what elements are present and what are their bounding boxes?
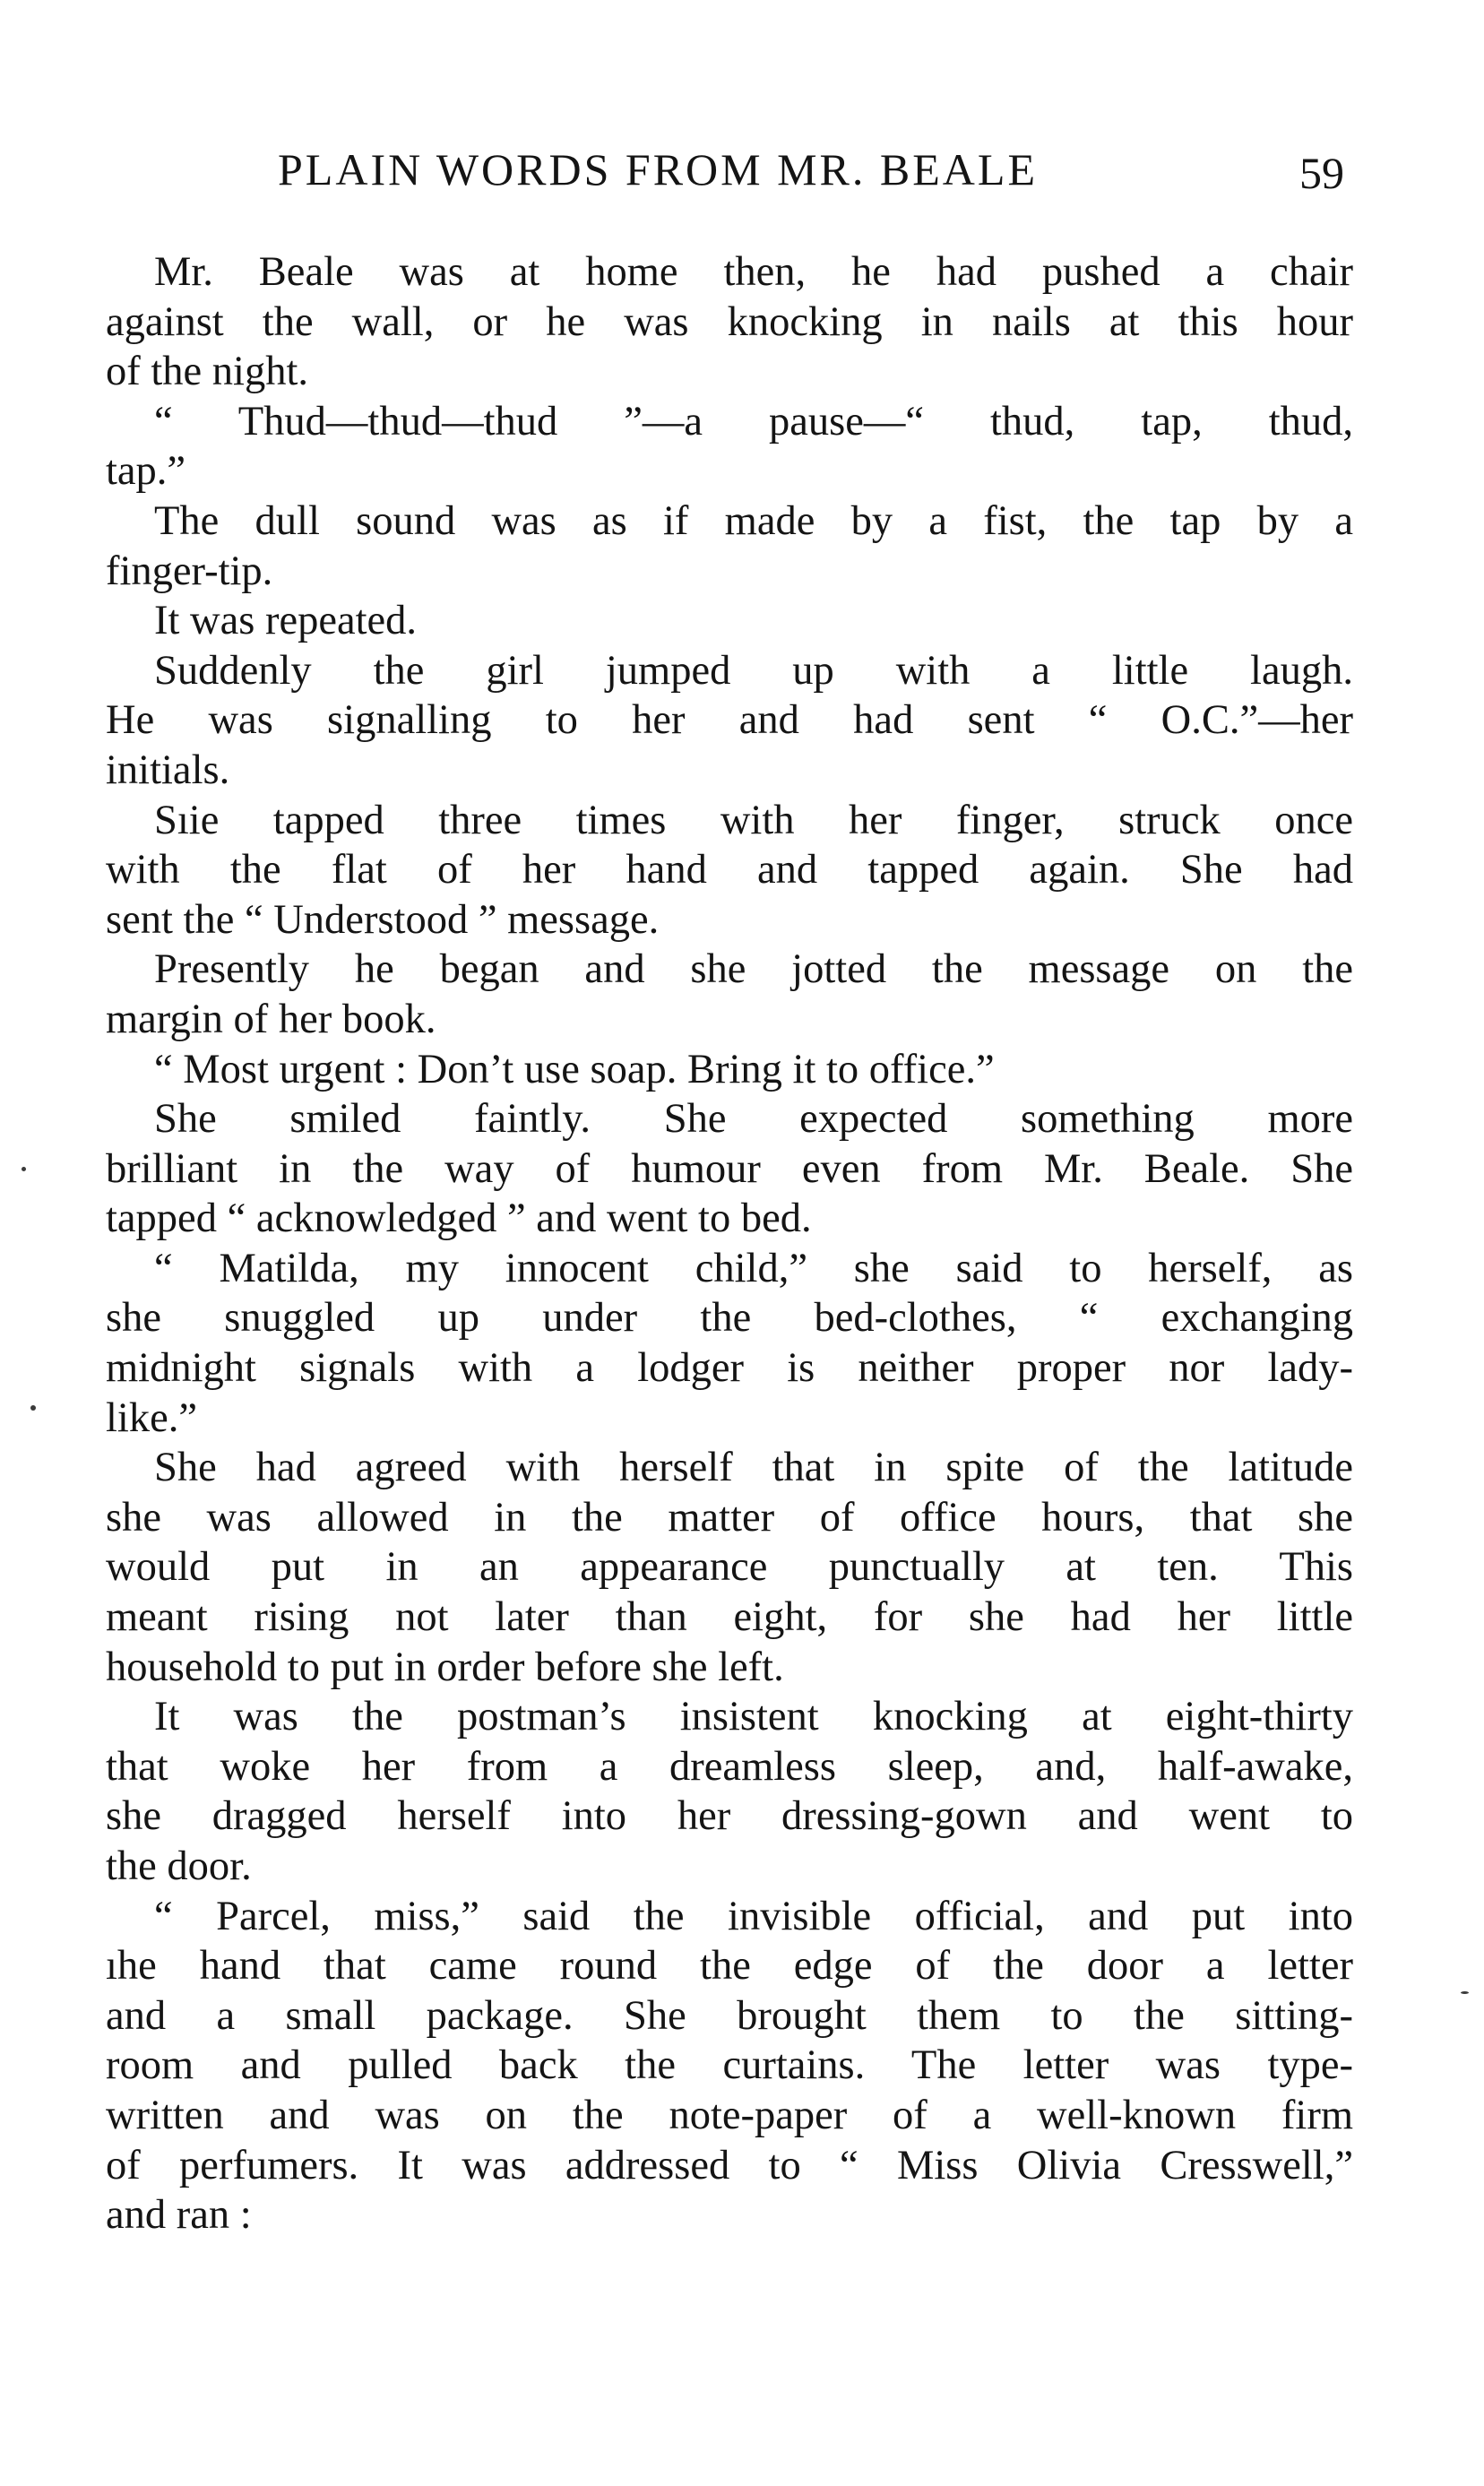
text-line: brilliant in the way of humour even from Mr. Beale. She [106,1145,1353,1192]
text-line: she was allowed in the matter of office hours, that she [106,1494,1353,1541]
text-line: she dragged herself into her dressing-gown and went to [106,1793,1353,1840]
text-line: “ Parcel, miss,” said the invisible official, and put into [154,1893,1353,1939]
text-line: of perfumers. It was addressed to “ Miss Olivia Cresswell,” [106,2142,1353,2188]
text-line: It was the postman’s insistent knocking at eight-thirty [154,1694,1353,1740]
text-line: would put in an appearance punctually at ten. This [106,1544,1353,1591]
text-line: room and pulled back the curtains. The letter was type- [106,2042,1353,2089]
text-line: tap.” [106,448,186,495]
text-line: of the night. [106,349,309,395]
running-head [106,143,1360,206]
text-line: The dull sound was as if made by a fist, the tap by a [154,497,1353,544]
text-line: midnight signals with a lodger is neither proper nor lady- [106,1345,1353,1392]
text-line: Suddenly the girl jumped up with a little laugh. [154,647,1353,694]
text-line: household to put in order before she left. [106,1644,784,1690]
text-line: against the wall, or he was knocking in nails at this hour [106,298,1353,345]
text-line: and ran : [106,2192,252,2239]
text-line: the door. [106,1843,252,1889]
text-line: Sıie tapped three times with her finger, struck once [154,797,1353,843]
running-title: PLAIN WORDS FROM MR. BEALE [278,144,1038,194]
text-line: that woke her from a dreamless sleep, and, half-awake, [106,1743,1353,1790]
text-line: initials. [106,747,230,793]
text-line: with the flat of her hand and tapped again. She had [106,847,1353,893]
text-line: meant rising not later than eight, for she had her little [106,1594,1353,1641]
text-line: He was signalling to her and had sent “ O.C.”—her [106,697,1353,744]
text-line: She smiled faintly. She expected something more [154,1096,1353,1143]
paper-speck [30,1405,36,1411]
text-line: sent the “ Understood ” message. [106,896,660,943]
text-line: It was repeated. [154,598,418,644]
text-line: “ Thud—thud—thud ”—a pause—“ thud, tap, thud, [154,398,1353,445]
text-line: Mr. Beale was at home then, he had pushed a chair [154,249,1353,295]
text-line: She had agreed with herself that in spite of the latitude [154,1445,1353,1491]
text-line: she snuggled up under the bed-clothes, “ exchanging [106,1295,1353,1342]
text-line: finger-tip. [106,548,273,594]
text-line: written and was on the note-paper of a well-known firm [106,2092,1353,2138]
text-line: Presently he began and she jotted the message on the [154,946,1353,993]
page-number: 59 [1299,148,1344,198]
text-line: like.” [106,1394,197,1441]
text-line: ıhe hand that came round the edge of the door a letter [106,1943,1353,1990]
body-text [106,247,1353,2240]
text-line: “ Matilda, my innocent child,” she said to herself, as [154,1245,1353,1291]
text-line: and a small package. She brought them to the sitting- [106,1992,1353,2039]
text-line: tapped “ acknowledged ” and went to bed. [106,1196,812,1242]
paper-speck [22,1167,26,1171]
text-line: “ Most urgent : Don’t use soap. Bring it to office.” [154,1046,995,1092]
paper-speck [1461,1991,1469,1994]
text-line: margin of her book. [106,996,436,1042]
